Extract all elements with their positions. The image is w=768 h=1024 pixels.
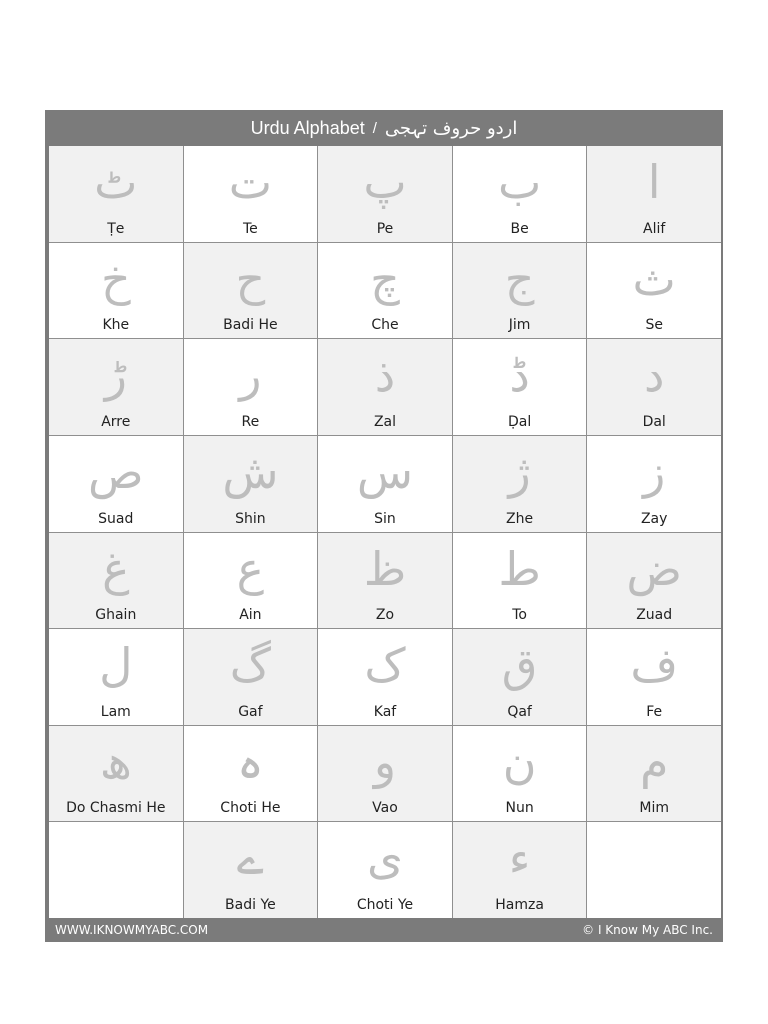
letter-name: Fe <box>646 703 663 720</box>
letter-name: Se <box>645 317 663 334</box>
letter-glyph: س <box>356 444 414 499</box>
letter-cell <box>587 339 721 435</box>
letter-glyph: ھ <box>99 734 132 789</box>
letter-cell <box>587 533 721 629</box>
letter-cell <box>318 146 452 242</box>
letter-glyph: ژ <box>508 444 531 499</box>
letter-name: To <box>512 607 527 624</box>
letter-cell <box>318 243 452 339</box>
letter-glyph: ث <box>632 251 676 306</box>
letter-name: Kaf <box>373 703 397 720</box>
letter-name: Khe <box>102 317 130 334</box>
letter-cell <box>453 436 587 532</box>
letter-cell <box>453 146 587 242</box>
letter-glyph: ڑ <box>104 348 127 403</box>
letter-name: Ḍal <box>507 413 532 430</box>
letter-cell <box>318 629 452 725</box>
letter-name: Be <box>510 220 529 237</box>
letter-cell <box>453 533 587 629</box>
letter-cell <box>453 339 587 435</box>
letter-name: Badi He <box>223 317 278 334</box>
letter-name: Ṭe <box>107 220 125 237</box>
letter-cell <box>318 533 452 629</box>
letter-name: Choti Ye <box>356 897 414 913</box>
letter-glyph: ہ <box>236 734 264 789</box>
letter-cell <box>184 822 318 918</box>
alphabet-chart <box>45 110 723 942</box>
letter-glyph: ٹ <box>94 155 138 209</box>
letter-glyph: و <box>373 734 397 789</box>
letter-name: Zal <box>373 413 397 430</box>
letter-cell <box>49 339 183 435</box>
letter-name: Jim <box>508 317 531 334</box>
letter-cell <box>453 629 587 725</box>
letter-name: Re <box>241 413 260 430</box>
letter-cell <box>49 533 183 629</box>
letter-glyph: ع <box>236 541 265 596</box>
letter-name: Do Chasmi He <box>66 800 166 817</box>
letter-name: Shin <box>235 510 266 527</box>
letter-glyph: ص <box>87 444 144 499</box>
letter-glyph: ن <box>502 734 537 789</box>
letter-glyph: ض <box>626 541 682 596</box>
letter-cell <box>318 726 452 822</box>
letter-glyph: ا <box>647 155 661 209</box>
letter-name: Mim <box>639 800 669 817</box>
letter-cell <box>184 726 318 822</box>
letter-glyph: ل <box>99 638 133 693</box>
letter-cell <box>49 243 183 339</box>
letter-cell <box>587 436 721 532</box>
letter-name: Hamza <box>495 897 544 913</box>
letter-name: Lam <box>100 703 131 720</box>
letter-cell <box>318 822 452 918</box>
title-english: Urdu Alphabet <box>250 117 365 138</box>
title-urdu: اردو حروف تہجی <box>384 117 518 139</box>
letter-name: Zay <box>640 510 668 527</box>
letter-glyph: ز <box>643 444 666 499</box>
letter-cell <box>587 146 721 242</box>
title-bar <box>45 110 723 146</box>
letter-glyph: ڈ <box>509 348 530 403</box>
letter-name: Zo <box>375 607 395 624</box>
letter-name: Badi Ye <box>225 897 276 913</box>
letter-glyph: ذ <box>374 348 396 403</box>
letter-name: Sin <box>374 510 396 527</box>
letter-glyph: خ <box>100 251 131 306</box>
footer-bar <box>45 918 723 942</box>
letter-glyph: غ <box>102 541 130 596</box>
letter-glyph: ے <box>236 831 264 886</box>
letter-name: Dal <box>642 413 666 430</box>
letter-cell <box>49 146 183 242</box>
letter-name: Arre <box>101 413 131 430</box>
letter-glyph: چ <box>370 251 400 306</box>
letter-cell <box>49 726 183 822</box>
letter-cell <box>587 243 721 339</box>
letter-cell <box>587 726 721 822</box>
letter-name: Che <box>371 317 399 334</box>
letter-grid <box>49 146 721 918</box>
letter-glyph: ف <box>630 638 679 693</box>
letter-glyph <box>49 826 183 890</box>
letter-glyph: ش <box>222 444 279 499</box>
letter-cell <box>587 629 721 725</box>
letter-glyph: گ <box>229 638 271 693</box>
letter-name: Ain <box>239 607 262 624</box>
letter-cell <box>587 822 721 918</box>
letter-cell <box>318 339 452 435</box>
letter-glyph: ت <box>228 155 273 209</box>
letter-cell <box>184 243 318 339</box>
letter-glyph: ظ <box>363 541 407 596</box>
letter-name: Alif <box>643 220 666 237</box>
footer-website: WWW.IKNOWMYABC.COM <box>55 923 209 937</box>
letter-cell <box>184 533 318 629</box>
letter-glyph: ط <box>498 541 541 596</box>
letter-cell <box>184 629 318 725</box>
letter-glyph: ج <box>504 251 535 306</box>
letter-cell <box>184 339 318 435</box>
letter-name: Nun <box>505 800 534 817</box>
letter-cell <box>453 243 587 339</box>
letter-name: Zhe <box>506 510 534 527</box>
letter-glyph: م <box>639 734 669 789</box>
letter-cell <box>318 436 452 532</box>
letter-glyph: ر <box>239 348 262 403</box>
letter-glyph: ح <box>235 251 266 306</box>
letter-cell <box>49 629 183 725</box>
letter-glyph: ق <box>501 638 538 693</box>
letter-name: Pe <box>376 220 394 237</box>
letter-cell <box>184 146 318 242</box>
title-separator: / <box>372 119 377 137</box>
letter-name: Zuad <box>636 607 673 624</box>
letter-name: Te <box>242 220 258 237</box>
letter-name: Suad <box>98 510 134 527</box>
letter-name: Gaf <box>238 703 263 720</box>
letter-glyph: ب <box>497 155 542 209</box>
letter-glyph: د <box>643 348 665 403</box>
letter-name: Vao <box>372 800 398 817</box>
letter-name: Qaf <box>507 703 532 720</box>
letter-cell <box>49 436 183 532</box>
letter-glyph: ک <box>364 638 406 693</box>
letter-glyph: پ <box>363 155 407 209</box>
letter-glyph: ء <box>508 831 531 886</box>
letter-glyph <box>587 826 721 890</box>
footer-copyright: © I Know My ABC Inc. <box>582 923 713 937</box>
letter-name: Choti He <box>220 800 281 817</box>
letter-cell <box>453 726 587 822</box>
letter-cell <box>184 436 318 532</box>
letter-cell <box>49 822 183 918</box>
letter-glyph: ی <box>366 831 403 886</box>
letter-name: Ghain <box>95 607 137 624</box>
letter-cell <box>453 822 587 918</box>
